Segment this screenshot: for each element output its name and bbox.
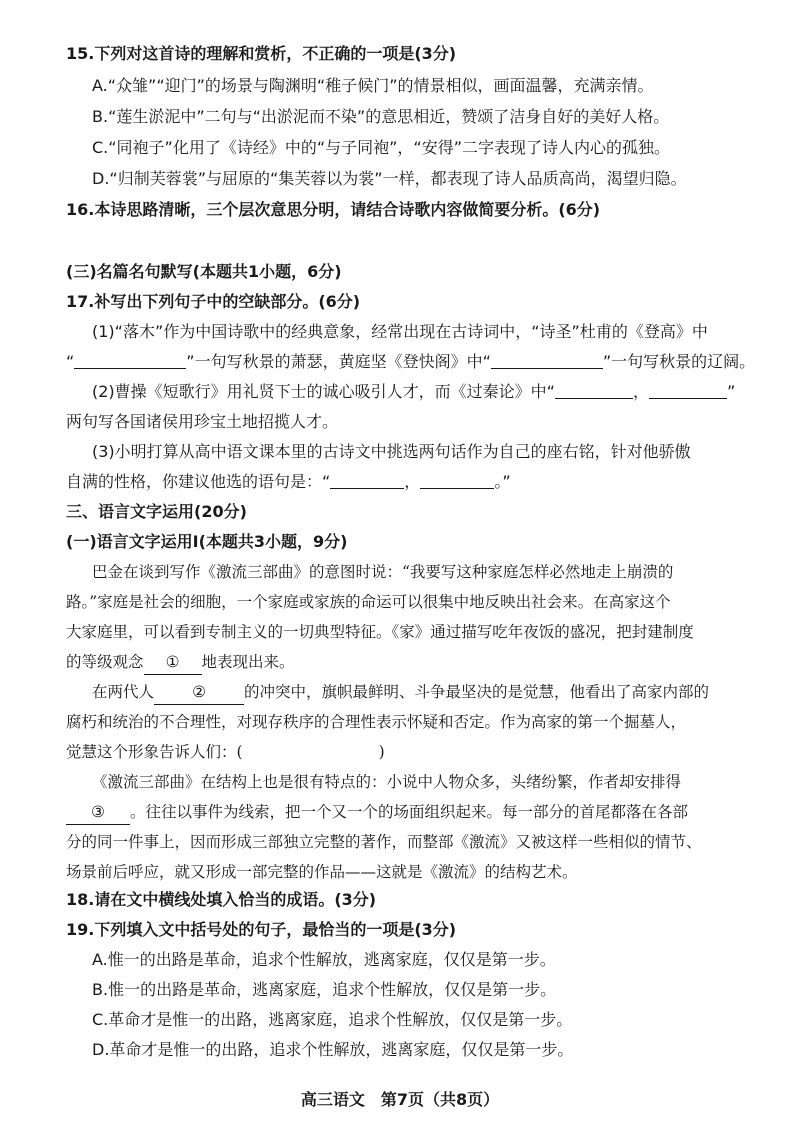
- answer-blank[interactable]: [420, 470, 494, 489]
- q19-option-c: C.革命才是惟一的出路，逃离家庭，追求个性解放，仅仅是第一步。: [92, 1010, 573, 1029]
- passage-p3-line3: 分的同一件事上，因而形成三部独立完整的著作，而整部《激流》又被这样一些相似的情节、: [66, 833, 702, 851]
- q15-stem: 15.下列对这首诗的理解和赏析，不正确的一项是(3分): [66, 44, 457, 63]
- blank-marker-1[interactable]: ①: [144, 650, 202, 675]
- passage-p2-line2: 腐朽和统治的不合理性，对现存秩序的合理性表示怀疑和否定。作为高家的第一个掘墓人，: [66, 713, 687, 731]
- q19-option-a: A.惟一的出路是革命，追求个性解放，逃离家庭，仅仅是第一步。: [92, 950, 556, 969]
- q15-option-a: A.“众雏”“迎门”的场景与陶渊明“稚子候门”的情景相似，画面温馨，充满亲情。: [92, 76, 654, 95]
- q17-p3-line1: (3)小明打算从高中语文课本里的古诗文中挑选两句话作为自己的座右铭，针对他骄傲: [92, 442, 691, 461]
- answer-blank[interactable]: [491, 350, 603, 369]
- q17-p1-line1: (1)“落木”作为中国诗歌中的经典意象，经常出现在古诗词中，“诗圣”杜甫的《登高》中: [92, 322, 708, 341]
- answer-blank[interactable]: [555, 380, 633, 399]
- q17-p3-line2: 自满的性格，你建议他选的语句是：“ ， 。”: [66, 472, 511, 491]
- passage-p2-line1: 在两代人 ② 的冲突中，旗帜最鲜明、斗争最坚决的是觉慧，他看出了高家内部的: [0, 680, 800, 705]
- passage-p1-line1: 巴金在谈到写作《激流三部曲》的意图时说：“我要写这种家庭怎样必然地走上崩溃的: [92, 563, 674, 581]
- passage-p1-line2: 路。”家庭是社会的细胞，一个家庭或家族的命运可以很集中地反映出社会来。在高家这个: [66, 593, 671, 611]
- q17-p2-line1: (2)曹操《短歌行》用礼贤下士的诚心吸引人才，而《过秦论》中“ ， ”: [92, 382, 736, 401]
- q17-p1-line2: “ ”一句写秋景的萧瑟，黄庭坚《登快阁》中“ ”一句写秋景的辽阔。: [66, 352, 756, 371]
- answer-blank[interactable]: [649, 380, 727, 399]
- page-footer: 高三语文 第7页（共8页）: [300, 1090, 500, 1109]
- q19-option-d: D.革命才是惟一的出路，追求个性解放，逃离家庭，仅仅是第一步。: [92, 1040, 574, 1059]
- q16-stem: 16.本诗思路清晰，三个层次意思分明，请结合诗歌内容做简要分析。(6分): [66, 200, 601, 219]
- passage-p1-line3: 大家庭里，可以看到专制主义的一切典型特征。《家》通过描写吃年夜饭的盛况，把封建制度: [66, 623, 694, 641]
- answer-blank[interactable]: [74, 350, 186, 369]
- answer-blank[interactable]: [330, 470, 404, 489]
- passage-p1-line4: 的等级观念 ① 地表现出来。: [0, 650, 800, 675]
- q19-option-b: B.惟一的出路是革命，逃离家庭，追求个性解放，仅仅是第一步。: [92, 980, 557, 999]
- sub1-heading: (一)语言文字运用Ⅰ(本题共3小题，9分): [66, 532, 348, 551]
- q17-stem: 17.补写出下列句子中的空缺部分。(6分): [66, 292, 361, 311]
- blank-marker-2[interactable]: ②: [154, 680, 244, 705]
- section3-heading: (三)名篇名句默写(本题共1小题，6分): [66, 262, 342, 281]
- passage-p3-line1: 《激流三部曲》在结构上也是很有特点的：小说中人物众多，头绪纷繁，作者却安排得: [92, 773, 682, 791]
- q17-p2-line2: 两句写各国诸侯用珍宝土地招揽人才。: [66, 412, 339, 431]
- q18-stem: 18.请在文中横线处填入恰当的成语。(3分): [66, 890, 377, 909]
- q19-stem: 19.下列填入文中括号处的句子，最恰当的一项是(3分): [66, 920, 457, 939]
- passage-p2-line3: 觉慧这个形象告诉人们：( ): [66, 743, 385, 761]
- q15-option-c: C.“同袍子”化用了《诗经》中的“与子同袍”，“安得”二字表现了诗人内心的孤独。: [92, 138, 670, 157]
- part3-heading: 三、语言文字运用(20分): [66, 502, 247, 521]
- passage-p3-line2: ③ 。往往以事件为线索，把一个又一个的场面组织起来。每一部分的首尾都落在各部: [0, 800, 800, 825]
- passage-p3-line4: 场景前后呼应，就又形成一部完整的作品——这就是《激流》的结构艺术。: [66, 863, 578, 881]
- blank-marker-3[interactable]: ③: [66, 800, 130, 825]
- q15-option-b: B.“莲生淤泥中”二句与“出淤泥而不染”的意思相近，赞颂了洁身自好的美好人格。: [92, 107, 670, 126]
- q15-option-d: D.“归制芙蓉裳”与屈原的“集芙蓉以为裳”一样，都表现了诗人品质高尚，渴望归隐。: [92, 169, 687, 188]
